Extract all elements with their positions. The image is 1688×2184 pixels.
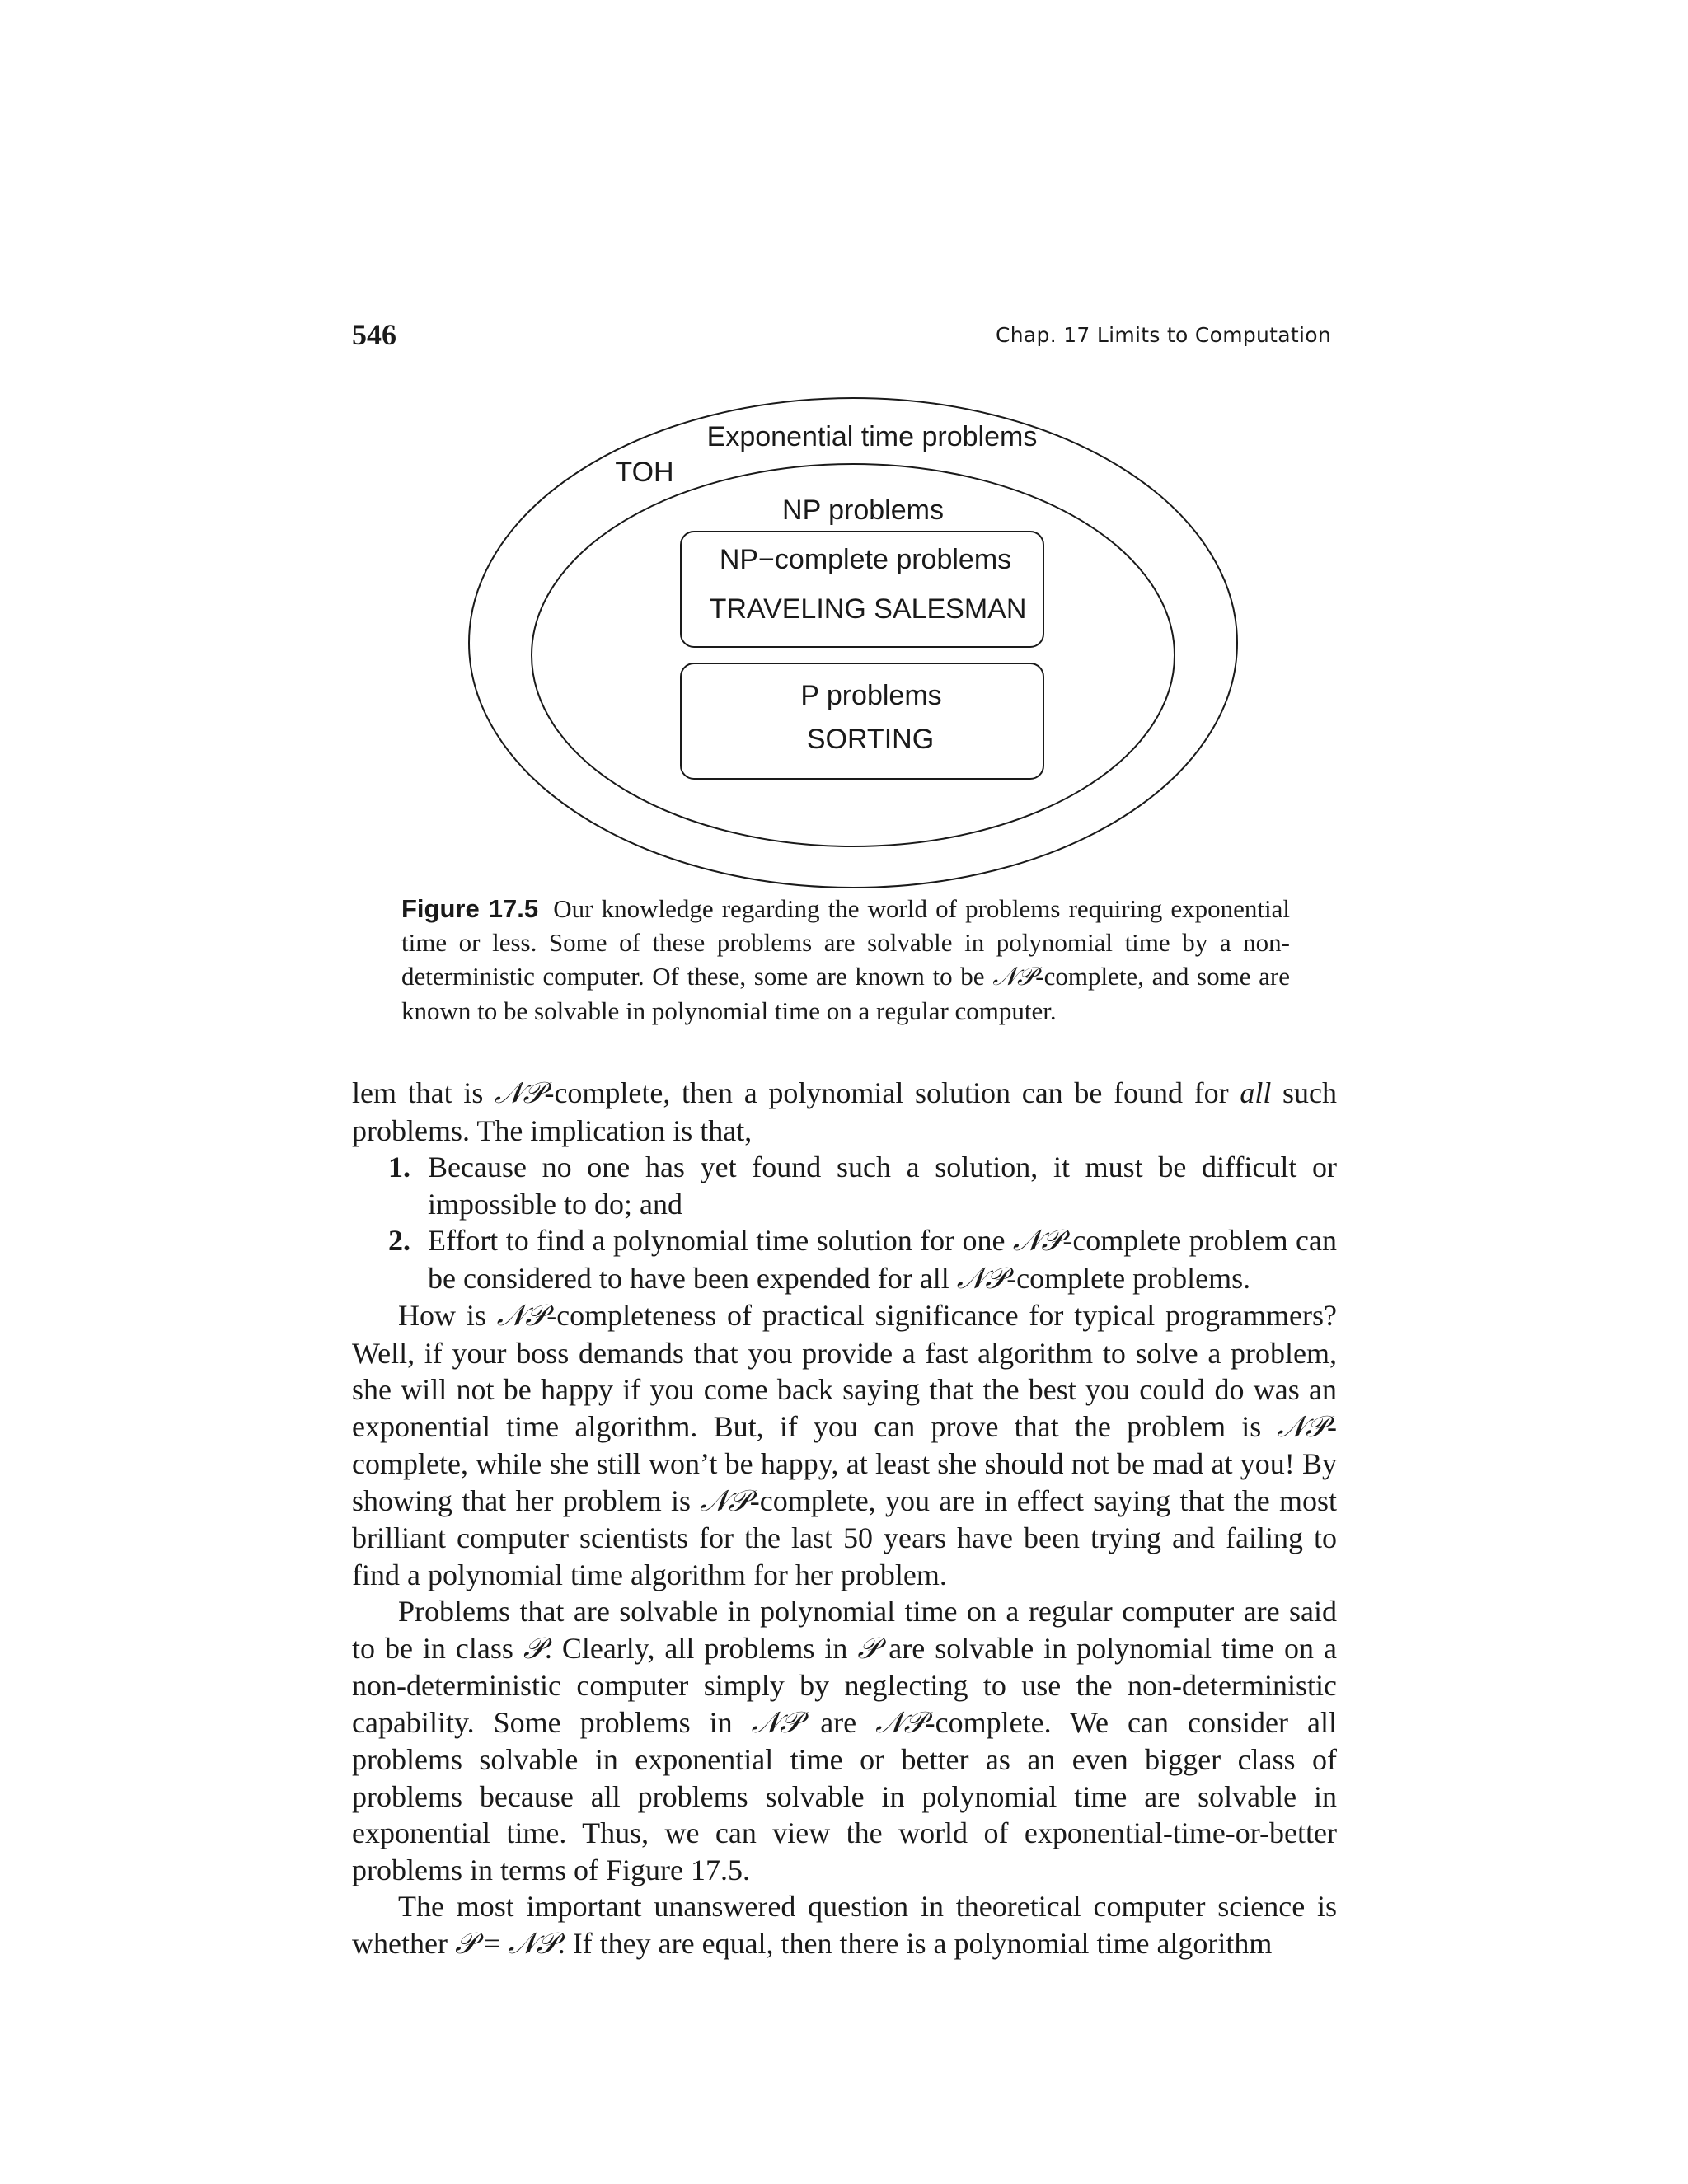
list-item bbox=[352, 1149, 1337, 1222]
list-number: 1. bbox=[388, 1151, 410, 1183]
np-symbol: 𝒩𝒫 bbox=[751, 1705, 802, 1740]
traveling-salesman-label: TRAVELING SALESMAN bbox=[709, 593, 1027, 625]
p-symbol: 𝒫 bbox=[454, 1926, 476, 1961]
text-run: such problems. The implication is that, bbox=[352, 1076, 1337, 1147]
text-run: Problems that are solvable in polynomial time on a regular computer are said to be in class bbox=[352, 1595, 1337, 1665]
text-run: . If they are equal, then there is a polynomial time algorithm bbox=[557, 1926, 1273, 1960]
p-problems-label: P problems bbox=[800, 680, 942, 711]
np-symbol: 𝒩𝒫 bbox=[508, 1926, 558, 1961]
text-run: -complete, while she still won’t be happy, at least she should not be mad at you! By showing that her problem is bbox=[352, 1409, 1337, 1517]
np-complete-label: NP−complete problems bbox=[719, 544, 1012, 575]
sorting-label: SORTING bbox=[806, 724, 935, 755]
text-run: -completeness of practical significance for typical programmers? Well, if your boss demands that you provide a fast algorithm to solve a problem, she will not be happy if you come back saying that the best you could do was an exponential time algorithm. But, if you can prove that the problem is bbox=[352, 1299, 1337, 1443]
body-text bbox=[352, 1075, 1337, 1962]
exponential-time-ellipse bbox=[469, 398, 1237, 888]
caption-text: Our knowledge regarding the world of problems requiring exponential time or less. Some of these problems are solvable in polynomial time by a non-deterministic computer. Of these, some are known to be bbox=[401, 894, 1290, 991]
running-head: Chap. 17 Limits to Computation bbox=[996, 323, 1331, 347]
list-number: 2. bbox=[388, 1224, 410, 1257]
text-run: -complete, then a polynomial solution can be found for bbox=[544, 1076, 1240, 1109]
caption-text: -complete, and some are known to be solvable in polynomial time on a regular computer. bbox=[401, 962, 1290, 1025]
implication-list bbox=[352, 1149, 1337, 1297]
paragraph-class-p bbox=[352, 1593, 1337, 1888]
np-symbol: 𝒩𝒫 bbox=[875, 1705, 926, 1740]
toh-label: TOH bbox=[615, 457, 674, 488]
equals-sign: = bbox=[476, 1926, 509, 1960]
np-symbol: 𝒩𝒫 bbox=[992, 962, 1036, 991]
text-run: lem that is bbox=[352, 1076, 495, 1109]
paragraph-np-complete-implication bbox=[352, 1075, 1337, 1149]
paragraph-p-equals-np bbox=[352, 1888, 1337, 1962]
np-symbol: 𝒩𝒫 bbox=[956, 1261, 1007, 1296]
np-symbol: 𝒩𝒫 bbox=[1012, 1224, 1063, 1258]
text-run: The most important unanswered question in theoretical computer science is whether bbox=[352, 1890, 1337, 1960]
text-run: are solvable in polynomial time on a non-deterministic computer simply by neglecting to use the non-deterministic capability. Some problems in bbox=[352, 1631, 1337, 1739]
paragraph-practical-significance bbox=[352, 1297, 1337, 1593]
emphasis-all: all bbox=[1240, 1076, 1272, 1109]
np-symbol: 𝒩𝒫 bbox=[1277, 1409, 1327, 1444]
exponential-time-label: Exponential time problems bbox=[706, 421, 1038, 452]
figure-label: Figure 17.5 bbox=[401, 894, 539, 923]
list-item bbox=[352, 1222, 1337, 1297]
figure-caption bbox=[401, 892, 1290, 1028]
text-run: -complete, you are in effect saying that the most brilliant computer scientists for the last 50 years have been trying and failing to find a polynomial time algorithm for her problem. bbox=[352, 1483, 1338, 1591]
p-symbol: 𝒫 bbox=[857, 1631, 879, 1666]
text-run: . Clearly, all problems in bbox=[544, 1631, 858, 1665]
text-run: -complete problems. bbox=[1006, 1261, 1251, 1295]
text-run: -complete problem can be considered to have been expended for all bbox=[428, 1224, 1337, 1295]
np-symbol: 𝒩𝒫 bbox=[496, 1299, 547, 1333]
np-problems-label: NP problems bbox=[782, 494, 944, 526]
text-run: Effort to find a polynomial time solution for one bbox=[428, 1224, 1013, 1257]
page-number: 546 bbox=[352, 318, 396, 351]
np-symbol: 𝒩𝒫 bbox=[495, 1076, 545, 1110]
np-symbol: 𝒩𝒫 bbox=[700, 1483, 750, 1518]
text-run: How is bbox=[398, 1299, 497, 1332]
p-symbol: 𝒫 bbox=[523, 1631, 545, 1666]
text-run: Because no one has yet found such a solution, it must be difficult or impossible to do; and bbox=[428, 1151, 1337, 1221]
text-run: are bbox=[801, 1705, 876, 1739]
text-run: -complete. We can consider all problems solvable in exponential time or better as an even bigger class of problems because all problems solvable in polynomial time are solvable in exponential time. Thus, we can view the world of exponential-time-or-better problems in terms of Figure 17.5. bbox=[352, 1705, 1338, 1886]
